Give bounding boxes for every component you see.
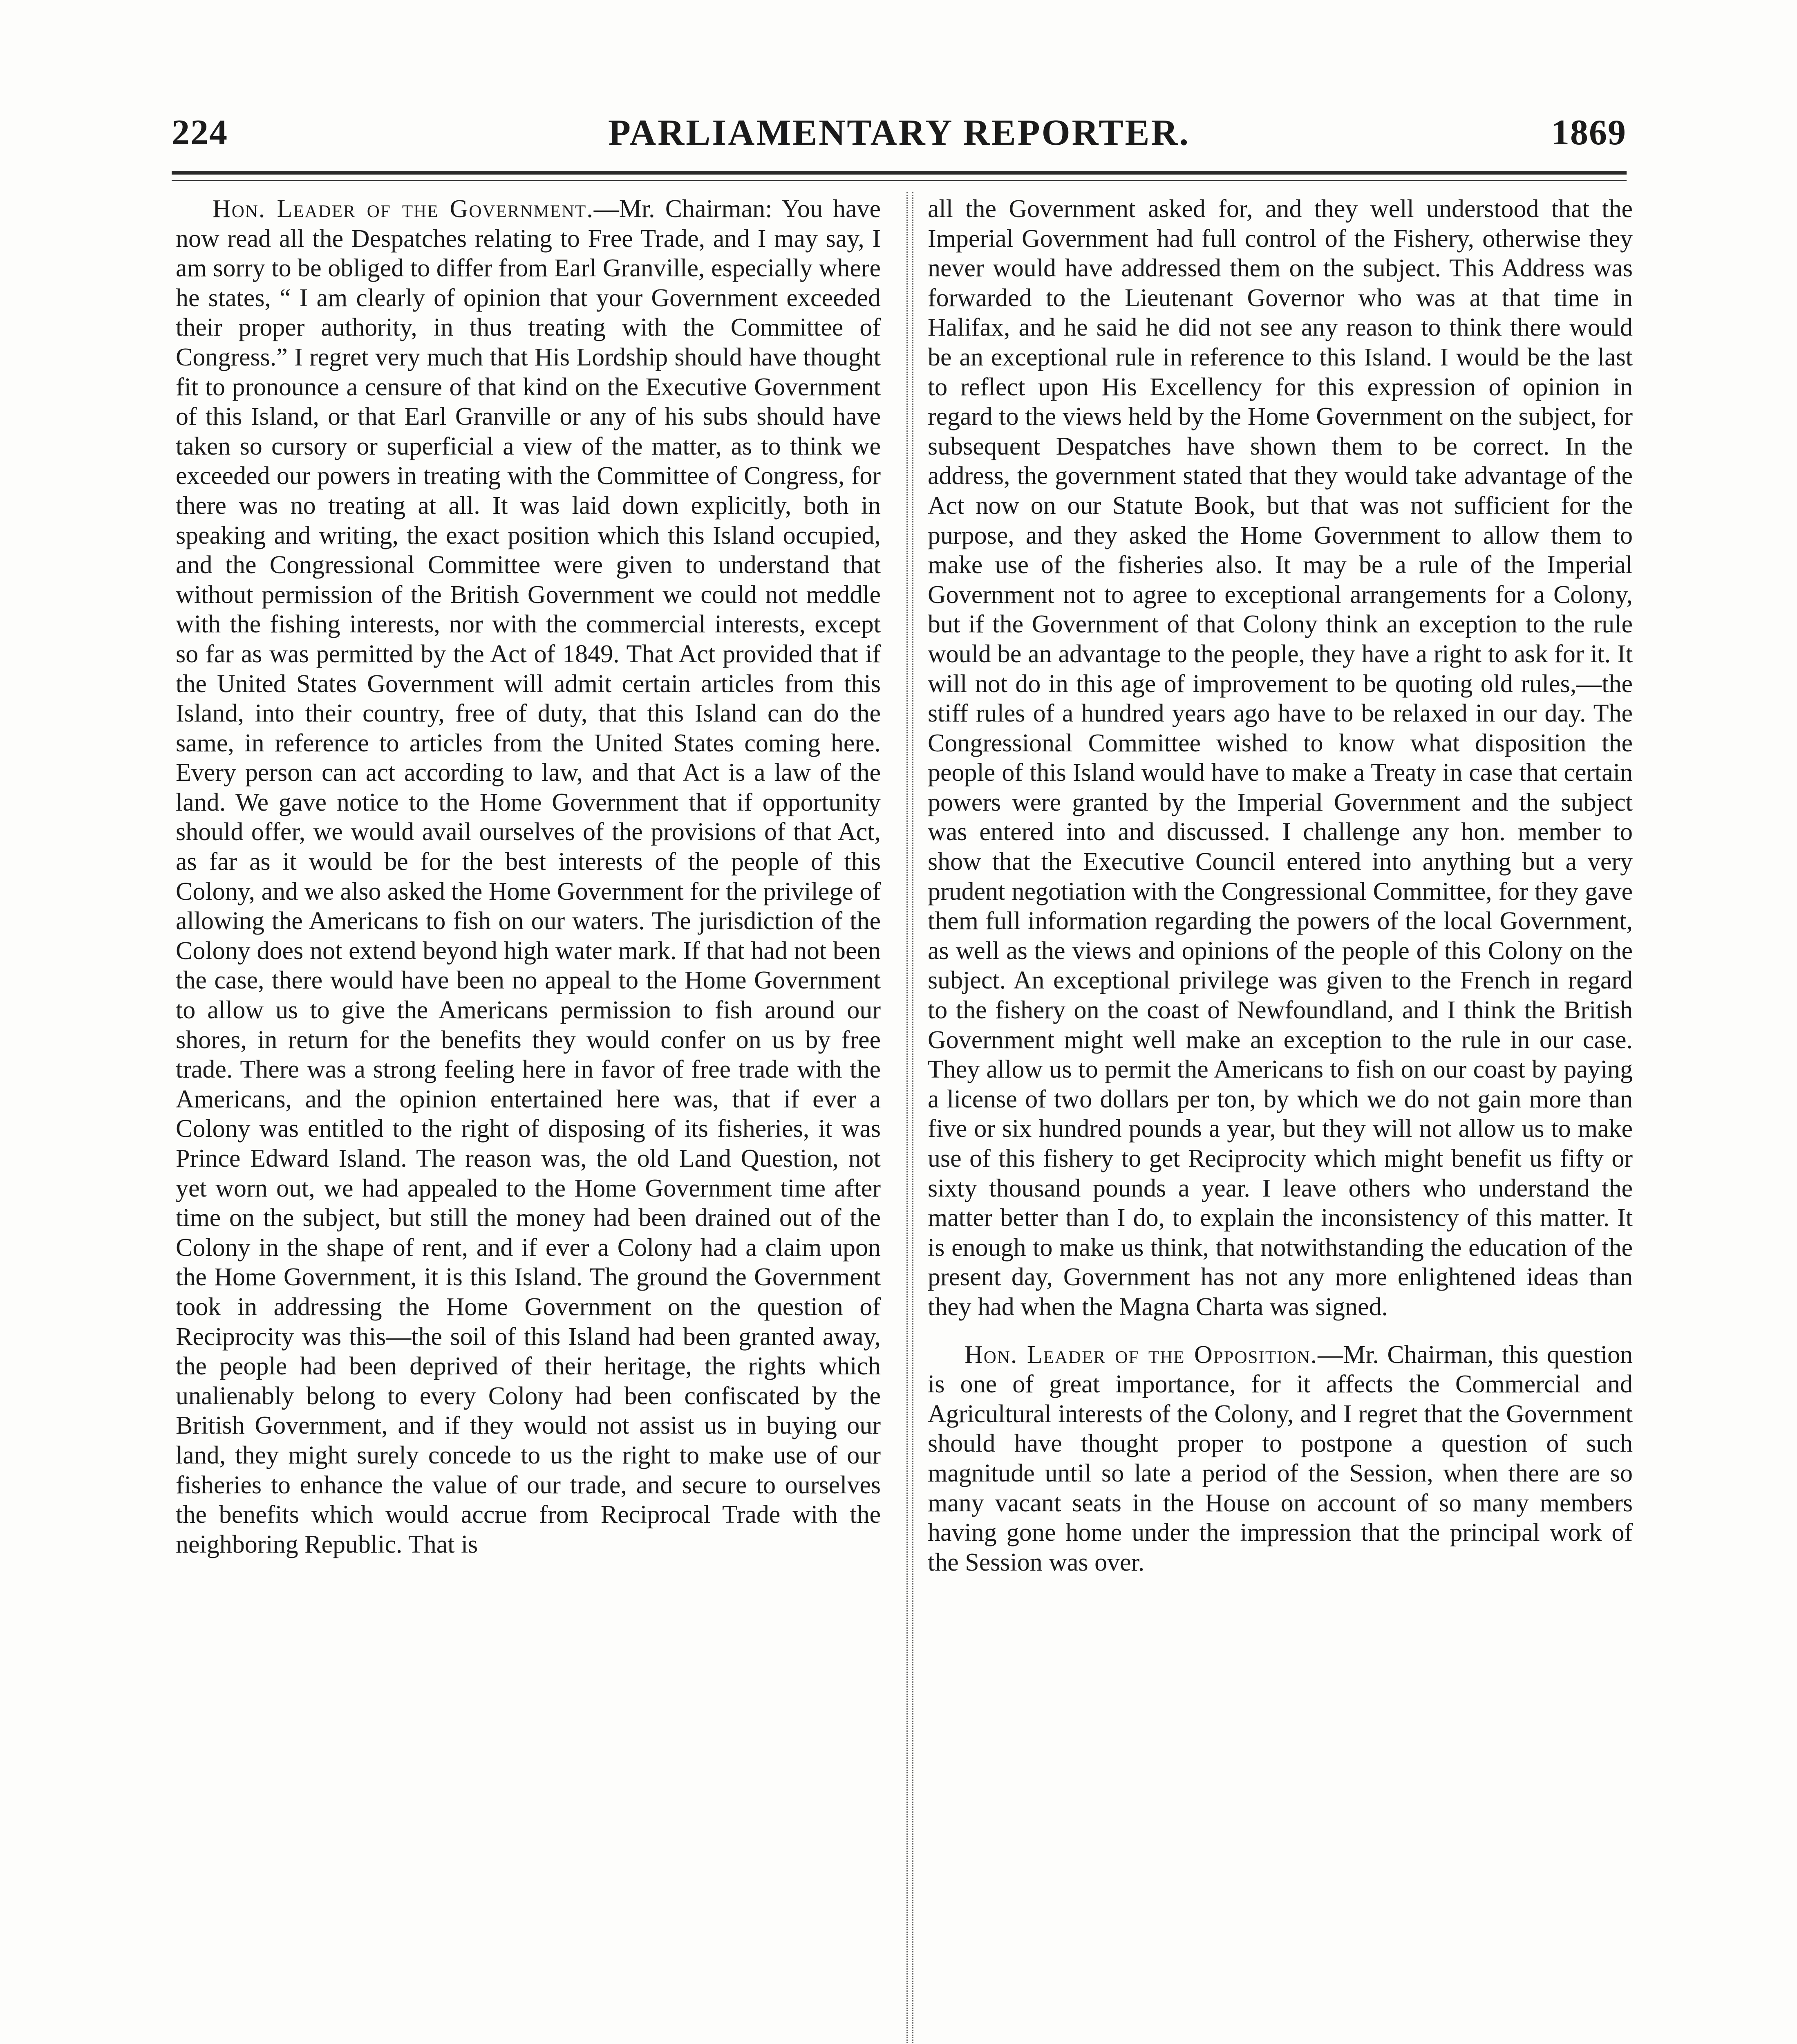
column-divider-second <box>912 192 913 2044</box>
header-rule-thin <box>172 180 1627 181</box>
running-title: PARLIAMENTARY REPORTER. <box>608 112 1191 153</box>
right-column <box>928 194 1633 2044</box>
header-rule-thick <box>172 171 1627 175</box>
speech-text: —Mr. Chairman: You have now read all the Despatches relating to Free Trade, and I may say, I am sorry to be obliged to differ from Earl Granville, especially where he states, “ I am clearly of opinion that your Government exceeded their proper authority, in thus treating with the Committee of Congress.” I regret very much that His Lordship should have thought fit to pronounce a censure of that kind on the Executive Government of this Island, or that Earl Granville or any of his subs should have taken so cursory or superficial a view of the matter, as to think we exceeded our powers in treating with the Committee of Congress, for there was no treating at all. It was laid down explicitly, both in speaking and writing, the exact position which this Island occupied, and the Congressional Committee were given to understand that without permission of the British Government we could not meddle with the fishing interests, nor with the commercial interests, except so far as was permitted by the Act of 1849. That Act provided that if the United States Government will admit certain articles from this Island, into their country, free of duty, that this Island can do the same, in reference to articles from the United States coming here. Every person can act according to law, and that Act is a law of the land. We gave notice to the Home Government that if opportunity should offer, we would avail ourselves of the provisions of that Act, as far as it would be for the best interests of the people of this Colony, and we also asked the Home Government for the privilege of allowing the Americans to fish on our waters. The jurisdiction of the Colony does not extend beyond high water mark. If that had not been the case, there would have been no appeal to the Home Government to allow us to give the Americans permission to fish around our shores, in return for the benefits they would confer on us by free trade. There was a strong feeling here in favor of free trade with the Americans, and the opinion entertained here was, that if ever a Colony was entitled to the right of disposing of its fisheries, it was Prince Edward Island. The reason was, the old Land Question, not yet worn out, we had appealed to the Home Government time after time on the subject, but still the money had been drained out of the Colony in the shape of rent, and if ever a Colony had a claim upon the Home Government, it is this Island. The ground the Government took in addressing the Home Government on the question of Reciprocity was this—the soil of this Island had been granted away, the people had been deprived of their heritage, the rights which unalienably belong to every Colony had been confiscated by the British Government, and if they would not assist us in buying our land, they might surely concede to us the right to make use of our fisheries to enhance the value of our trade, and secure to ourselves the benefits which would accrue from Reciprocal Trade with the neighboring Republic. That is <box>176 195 881 1558</box>
speech-text: —Mr. Chairman, this question is one of great importance, for it affects the Commercial and Agricultural interests of the Colony, and I regret that the Government should have thought proper to postpone a question of such magnitude until so late a period of the Session, when there are so many vacant seats in the House on account of so many members having gone home under the impression that the principal work of the Session was over. <box>928 1340 1633 1576</box>
column-divider <box>906 192 908 2044</box>
speaker-name: Hon. Leader of the Opposition. <box>965 1340 1318 1369</box>
speech-government <box>176 194 881 1559</box>
speech-continuation: all the Government asked for, and they well understood that the Imperial Government had full control of the Fishery, otherwise they never would have addressed them on the subject. This Address was forwarded to the Lieutenant Governor who was at that time in Halifax, and he said he did not see any reason to think there would be an exceptional rule in reference to this Island. I would be the last to reflect upon His Excellency for this expression of opinion in regard to the views held by the Home Government on the subject, for subsequent Despatches have shown them to be correct. In the address, the government stated that they would take advantage of the Act now on our Statute Book, but that was not sufficient for the purpose, and they asked the Home Government to allow them to make use of the fisheries also. It may be a rule of the Imperial Government not to agree to exceptional arrangements for a Colony, but if the Government of that Colony think an exception to the rule would be an advantage to the people, they have a right to ask for it. It will not do in this age of improvement to be quoting old rules,—the stiff rules of a hundred years ago have to be relaxed in our day. The Congressional Committee wished to know what disposition the people of this Island would have to make a Treaty in case that certain powers were granted by the Imperial Government and the subject was entered into and discussed. I challenge any hon. member to show that the Executive Council entered into anything but a very prudent negotiation with the Congressional Committee, for they gave them full information regarding the powers of the local Government, as well as the views and opinions of the people of this Colony on the subject. An exceptional privilege was given to the French in regard to the fishery on the coast of Newfoundland, and I think the British Government might well make an exception to the rule in our case. They allow us to permit the Americans to fish on our coast by paying a license of two dollars per ton, by which we do not gain more than five or six hundred pounds a year, but they will not allow us to make use of this fishery to get Reciprocity which might benefit us fifty or sixty thousand pounds a year. I leave others who understand the matter better than I do, to explain the inconsistency of this matter. It is enough to make us think, that notwithstanding the education of the present day, Government has not any more enlightened ideas than they had when the Magna Charta was signed. <box>928 195 1633 1321</box>
speech-opposition <box>928 1340 1633 1578</box>
left-column <box>176 194 881 2044</box>
page-year: 1869 <box>1551 113 1627 152</box>
page-header <box>172 102 1627 164</box>
speaker-name: Hon. Leader of the Government. <box>213 195 594 223</box>
page-number: 224 <box>172 113 228 152</box>
